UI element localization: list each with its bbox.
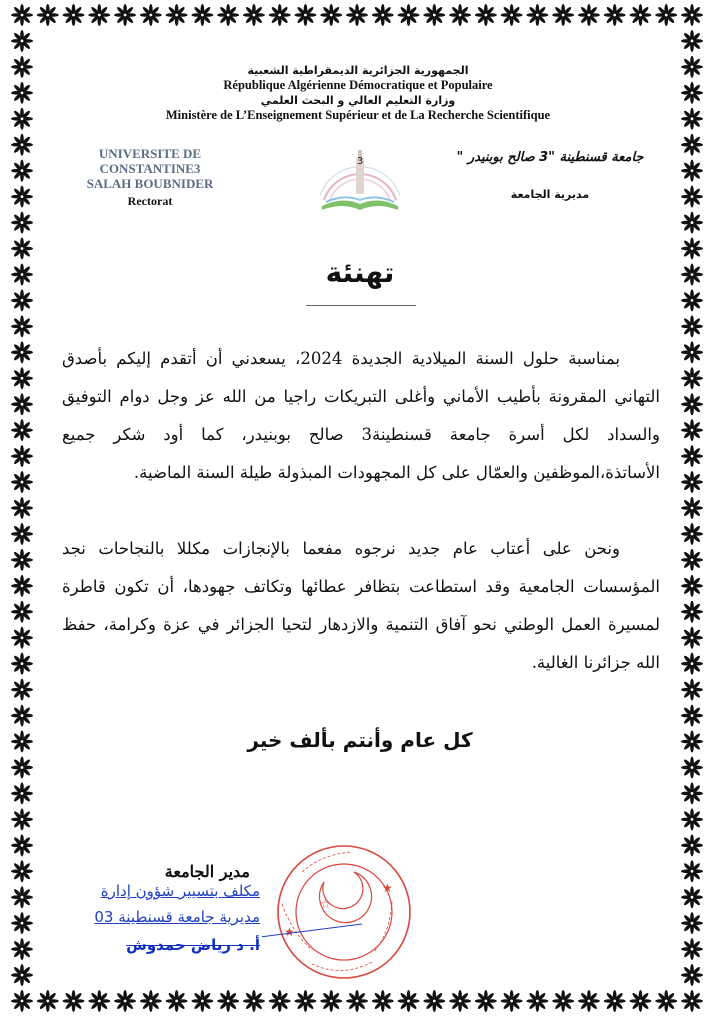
asterisk-flower-icon bbox=[578, 4, 600, 26]
asterisk-flower-icon bbox=[681, 30, 703, 52]
asterisk-flower-icon bbox=[140, 4, 162, 26]
asterisk-flower-icon bbox=[217, 990, 239, 1012]
asterisk-flower-icon bbox=[604, 4, 626, 26]
asterisk-flower-icon bbox=[11, 575, 33, 597]
asterisk-flower-icon bbox=[655, 990, 677, 1012]
asterisk-flower-icon bbox=[11, 445, 33, 467]
ministry-name-french: Ministère de L’Enseignement Supérieur et de La Recherche Scientifique bbox=[165, 108, 551, 122]
asterisk-flower-icon bbox=[11, 341, 33, 363]
paragraph-1: بمناسبة حلول السنة الميلادية الجديدة 2024، يسعدني أن أتقدم إليكم بأصدق التهاني المقرونة بأطيب الأماني وأغلى التبريكات راجيا من الله عز وجل دوام التوفيق والسداد لكل أسرة جامعة قسنطينة3 صالح بوبنيدر، كما أود شكر جميع الأساتذة،الموظفين والعمّال على كل المجهودات المبذولة طيلة السنة الماضية. bbox=[62, 349, 660, 482]
asterisk-flower-icon bbox=[681, 315, 703, 337]
asterisk-flower-icon bbox=[681, 393, 703, 415]
asterisk-flower-icon bbox=[681, 471, 703, 493]
asterisk-flower-icon bbox=[475, 4, 497, 26]
asterisk-flower-icon bbox=[11, 549, 33, 571]
asterisk-flower-icon bbox=[11, 653, 33, 675]
asterisk-flower-icon bbox=[11, 134, 33, 156]
university-name-french bbox=[50, 146, 250, 191]
asterisk-flower-icon bbox=[243, 4, 265, 26]
university-name-line2: SALAH BOUBNIDER bbox=[86, 176, 214, 191]
asterisk-flower-icon bbox=[681, 341, 703, 363]
asterisk-flower-icon bbox=[681, 705, 703, 727]
asterisk-flower-icon bbox=[552, 4, 574, 26]
asterisk-flower-icon bbox=[526, 4, 548, 26]
asterisk-flower-icon bbox=[681, 4, 703, 26]
asterisk-flower-icon bbox=[191, 990, 213, 1012]
asterisk-flower-icon bbox=[11, 30, 33, 52]
signatory-title: مدير الجامعة bbox=[164, 862, 250, 881]
asterisk-flower-icon bbox=[578, 990, 600, 1012]
svg-text:★: ★ bbox=[382, 881, 393, 895]
asterisk-flower-icon bbox=[294, 4, 316, 26]
asterisk-flower-icon bbox=[681, 160, 703, 182]
asterisk-flower-icon bbox=[526, 990, 548, 1012]
asterisk-flower-icon bbox=[681, 653, 703, 675]
asterisk-flower-icon bbox=[11, 523, 33, 545]
asterisk-flower-icon bbox=[11, 782, 33, 804]
asterisk-flower-icon bbox=[243, 990, 265, 1012]
asterisk-flower-icon bbox=[11, 756, 33, 778]
asterisk-flower-icon bbox=[681, 289, 703, 311]
asterisk-flower-icon bbox=[320, 4, 342, 26]
svg-text:3: 3 bbox=[356, 156, 364, 167]
asterisk-flower-icon bbox=[681, 263, 703, 285]
university-name-line1: UNIVERSITE DE CONSTANTINE3 bbox=[98, 146, 202, 176]
asterisk-flower-icon bbox=[681, 860, 703, 882]
asterisk-flower-icon bbox=[681, 756, 703, 778]
asterisk-flower-icon bbox=[11, 705, 33, 727]
asterisk-flower-icon bbox=[11, 212, 33, 234]
asterisk-flower-icon bbox=[11, 731, 33, 753]
asterisk-flower-icon bbox=[191, 4, 213, 26]
university-name-arabic: جامعة قسنطينة "3 صالح بوبنيدر " bbox=[456, 150, 644, 165]
asterisk-flower-icon bbox=[37, 990, 59, 1012]
letter-title: تهنئة bbox=[325, 256, 395, 289]
asterisk-flower-icon bbox=[681, 808, 703, 830]
asterisk-flower-icon bbox=[681, 912, 703, 934]
republic-name-arabic: الجمهورية الجزائرية الديمقراطية الشعبية bbox=[247, 64, 469, 77]
paragraph-2: ونحن على أعتاب عام جديد نرجوه مفعما بالإنجازات مكللا بالنجاحات نجد المؤسسات الجامعية وقد استطاعت بتظافر عطائها وتكاتف جهودها، أن تكون قاطرة لمسيرة العمل الوطني نحو آفاق التنمية والازدهار لتحيا الجزائر في عزة وكرامة، حفظ الله جزائرنا الغالية. bbox=[62, 539, 660, 672]
asterisk-flower-icon bbox=[166, 990, 188, 1012]
asterisk-flower-icon bbox=[11, 315, 33, 337]
office-label-french: Rectorat bbox=[127, 194, 173, 208]
asterisk-flower-icon bbox=[629, 990, 651, 1012]
asterisk-flower-icon bbox=[294, 990, 316, 1012]
asterisk-flower-icon bbox=[681, 627, 703, 649]
asterisk-flower-icon bbox=[11, 419, 33, 441]
official-seal-icon bbox=[262, 832, 422, 992]
asterisk-flower-icon bbox=[681, 186, 703, 208]
asterisk-flower-icon bbox=[372, 4, 394, 26]
asterisk-flower-icon bbox=[11, 367, 33, 389]
asterisk-flower-icon bbox=[501, 4, 523, 26]
republic-name-french: République Algérienne Démocratique et Populaire bbox=[223, 78, 493, 92]
asterisk-flower-icon bbox=[681, 938, 703, 960]
asterisk-flower-icon bbox=[681, 886, 703, 908]
asterisk-flower-icon bbox=[423, 990, 445, 1012]
asterisk-flower-icon bbox=[681, 134, 703, 156]
asterisk-flower-icon bbox=[11, 964, 33, 986]
asterisk-flower-icon bbox=[37, 4, 59, 26]
svg-text:★: ★ bbox=[284, 925, 295, 939]
asterisk-flower-icon bbox=[140, 990, 162, 1012]
asterisk-flower-icon bbox=[11, 601, 33, 623]
asterisk-flower-icon bbox=[166, 4, 188, 26]
asterisk-flower-icon bbox=[269, 990, 291, 1012]
ministry-name-arabic: وزارة التعليم العالي و البحث العلمي bbox=[260, 94, 456, 107]
asterisk-flower-icon bbox=[63, 4, 85, 26]
asterisk-flower-icon bbox=[475, 990, 497, 1012]
svg-text:☆: ☆ bbox=[320, 897, 331, 911]
asterisk-flower-icon bbox=[681, 834, 703, 856]
asterisk-flower-icon bbox=[681, 238, 703, 260]
title-underline bbox=[306, 305, 416, 306]
asterisk-flower-icon bbox=[423, 4, 445, 26]
asterisk-flower-icon bbox=[11, 886, 33, 908]
asterisk-flower-icon bbox=[11, 497, 33, 519]
asterisk-flower-icon bbox=[11, 4, 33, 26]
asterisk-flower-icon bbox=[11, 186, 33, 208]
asterisk-flower-icon bbox=[11, 393, 33, 415]
asterisk-flower-icon bbox=[63, 990, 85, 1012]
asterisk-flower-icon bbox=[681, 601, 703, 623]
asterisk-flower-icon bbox=[114, 990, 136, 1012]
asterisk-flower-icon bbox=[11, 860, 33, 882]
asterisk-flower-icon bbox=[681, 731, 703, 753]
asterisk-flower-icon bbox=[114, 4, 136, 26]
asterisk-flower-icon bbox=[11, 160, 33, 182]
asterisk-flower-icon bbox=[655, 4, 677, 26]
asterisk-flower-icon bbox=[11, 912, 33, 934]
asterisk-flower-icon bbox=[11, 834, 33, 856]
asterisk-flower-icon bbox=[372, 990, 394, 1012]
closing-greeting: كل عام وأنتم بألف خير bbox=[247, 728, 473, 752]
asterisk-flower-icon bbox=[449, 990, 471, 1012]
asterisk-flower-icon bbox=[346, 990, 368, 1012]
signatory-stamp-line2: مديرية جامعة قسنطينة 03 bbox=[94, 908, 260, 926]
asterisk-flower-icon bbox=[11, 263, 33, 285]
office-label-arabic: مديرية الجامعة bbox=[510, 188, 590, 201]
asterisk-flower-icon bbox=[11, 627, 33, 649]
asterisk-flower-icon bbox=[320, 990, 342, 1012]
asterisk-flower-icon bbox=[11, 238, 33, 260]
asterisk-flower-icon bbox=[681, 497, 703, 519]
asterisk-flower-icon bbox=[11, 938, 33, 960]
university-logo-icon bbox=[312, 140, 408, 212]
asterisk-flower-icon bbox=[346, 4, 368, 26]
asterisk-flower-icon bbox=[681, 679, 703, 701]
asterisk-flower-icon bbox=[88, 990, 110, 1012]
asterisk-flower-icon bbox=[11, 471, 33, 493]
asterisk-flower-icon bbox=[11, 990, 33, 1012]
asterisk-flower-icon bbox=[11, 289, 33, 311]
asterisk-flower-icon bbox=[604, 990, 626, 1012]
asterisk-flower-icon bbox=[681, 782, 703, 804]
asterisk-flower-icon bbox=[269, 4, 291, 26]
asterisk-flower-icon bbox=[681, 367, 703, 389]
asterisk-flower-icon bbox=[681, 419, 703, 441]
asterisk-flower-icon bbox=[681, 445, 703, 467]
signatory-stamp-line1: مكلف بتسيير شؤون إدارة bbox=[100, 882, 260, 900]
asterisk-flower-icon bbox=[681, 212, 703, 234]
asterisk-flower-icon bbox=[11, 679, 33, 701]
asterisk-flower-icon bbox=[449, 4, 471, 26]
asterisk-flower-icon bbox=[681, 549, 703, 571]
asterisk-flower-icon bbox=[88, 4, 110, 26]
asterisk-flower-icon bbox=[398, 990, 420, 1012]
asterisk-flower-icon bbox=[217, 4, 239, 26]
asterisk-flower-icon bbox=[681, 990, 703, 1012]
asterisk-flower-icon bbox=[552, 990, 574, 1012]
asterisk-flower-icon bbox=[629, 4, 651, 26]
asterisk-flower-icon bbox=[11, 808, 33, 830]
asterisk-flower-icon bbox=[681, 575, 703, 597]
asterisk-flower-icon bbox=[398, 4, 420, 26]
signatory-name: أ. د رياض حمدوش bbox=[126, 936, 260, 954]
asterisk-flower-icon bbox=[501, 990, 523, 1012]
asterisk-flower-icon bbox=[681, 964, 703, 986]
asterisk-flower-icon bbox=[681, 523, 703, 545]
